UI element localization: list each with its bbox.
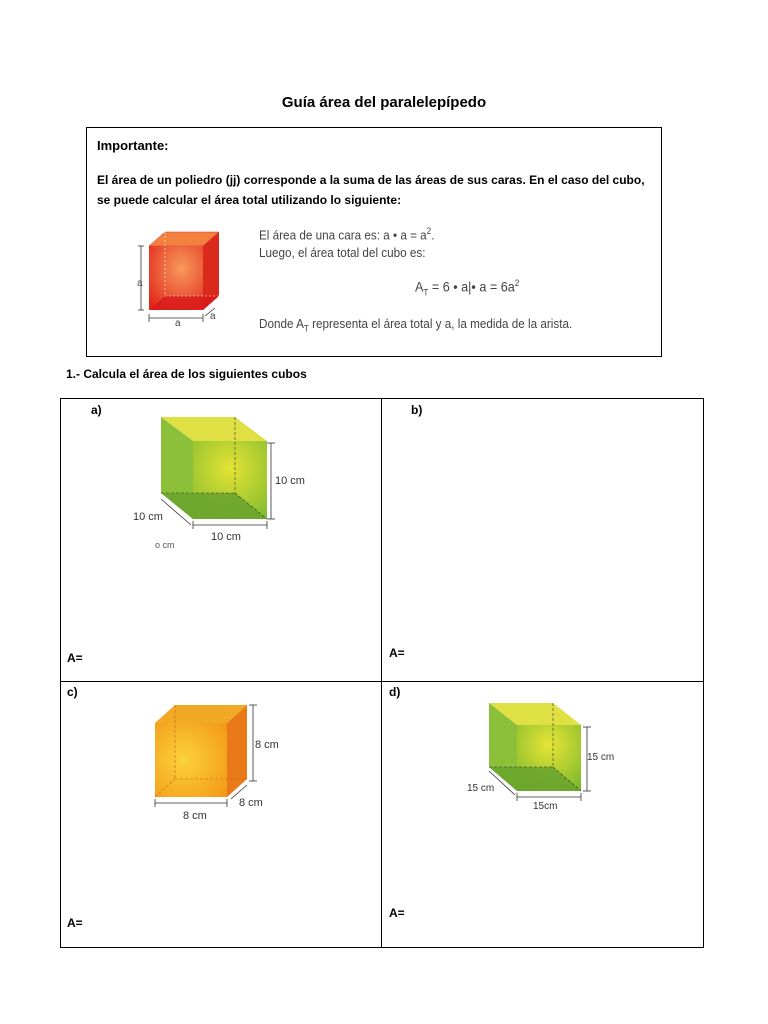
cell-d-dim-depth: 15 cm: [467, 783, 495, 794]
cube-edge-label-depth: a: [210, 311, 216, 322]
cell-c-dim-depth: 8 cm: [239, 797, 263, 809]
cell-a-label: a): [91, 403, 102, 417]
cell-a-answer: A=: [67, 651, 83, 665]
cell-a-dim-width: 10 cm: [211, 531, 241, 543]
cell-b-label: b): [411, 403, 423, 417]
red-cube-illustration: [131, 226, 231, 336]
face-area-formula: El área de una cara es: a • $a = a^2$.: [259, 226, 435, 243]
question-1: 1.- Calcula el área de los siguientes cubos: [66, 367, 307, 381]
cell-d-dim-height: 15 cm: [587, 752, 615, 763]
info-heading: Importante:: [97, 138, 169, 153]
total-area-text: Luego, el área total del cubo es:: [259, 245, 426, 260]
where-text: Donde $A_T$ representa el área total y a, la medida de la arista.: [259, 316, 573, 334]
grid-divider-horizontal: [61, 681, 703, 682]
info-paragraph: El área de un poliedro (jj) corresponde a la suma de las áreas de sus caras. En el caso del cubo, se puede calcular el área total utilizando lo siguiente:: [97, 173, 645, 207]
total-area-formula: $A_T = 6$ • a|• $a = 6a^2$: [415, 278, 520, 298]
cell-a-dim-height: 10 cm: [275, 475, 305, 487]
cell-d-answer: A=: [389, 906, 405, 920]
grid-divider-vertical: [381, 399, 382, 947]
cell-a-dim-depth: 10 cm: [133, 511, 163, 523]
cell-d-label: d): [389, 685, 401, 699]
cell-b-answer: A=: [389, 646, 405, 660]
cube-edge-label-left: a: [137, 278, 143, 289]
cell-d-dim-width: 15cm: [533, 801, 558, 812]
cell-a-stray-text: o cm: [155, 542, 175, 548]
cell-c-answer: A=: [67, 916, 83, 930]
cell-c-label: c): [67, 685, 78, 699]
info-box: [86, 127, 662, 357]
page-title: Guía área del paralelepípedo: [281, 94, 487, 111]
cell-c-dim-width: 8 cm: [183, 810, 207, 822]
exercise-grid: [60, 398, 704, 948]
cube-edge-label-bottom: a: [175, 318, 181, 329]
cell-c-dim-height: 8 cm: [255, 739, 279, 751]
